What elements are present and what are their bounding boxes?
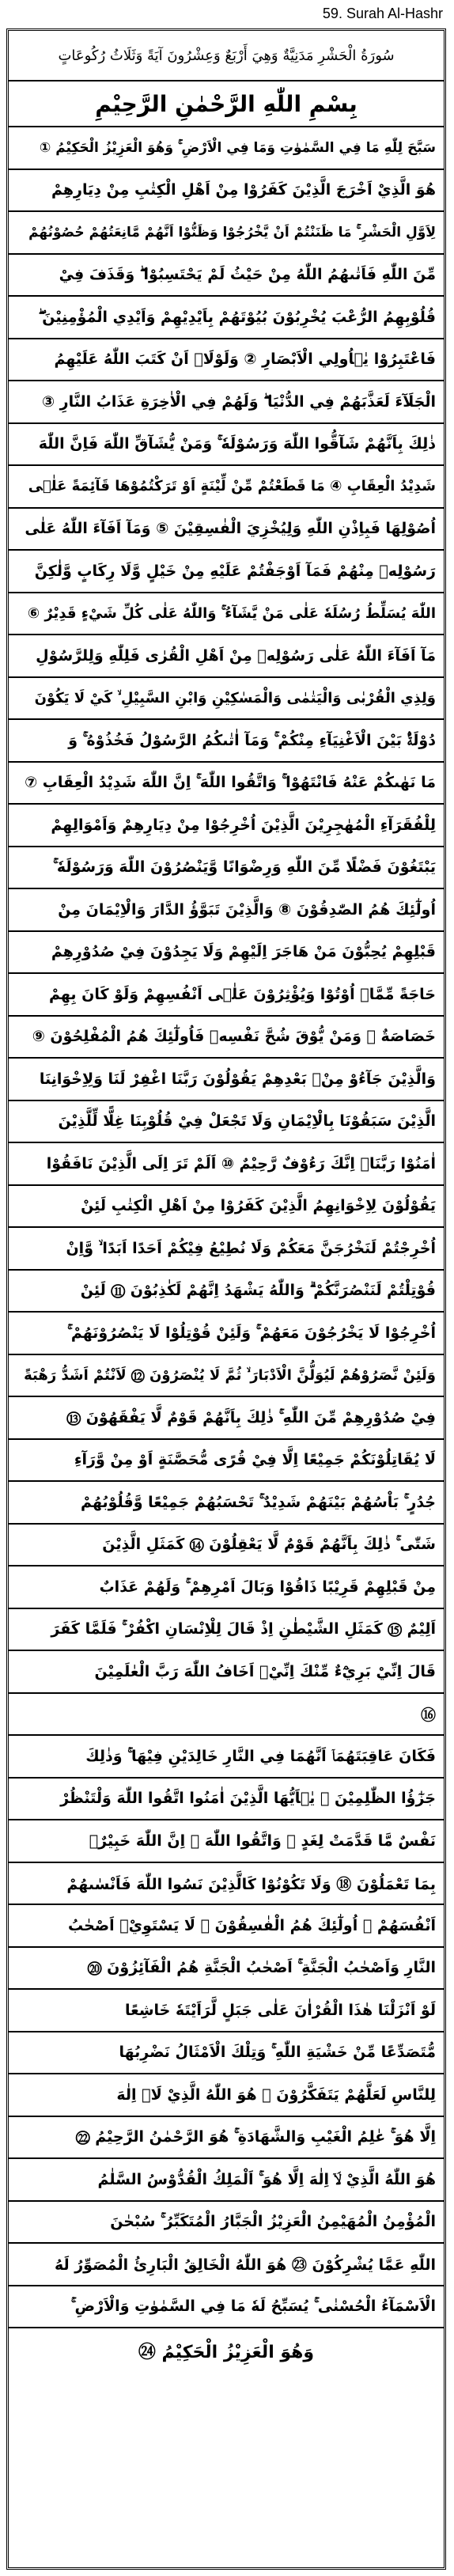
verse-line-text: مَآ اَفَآءَ اللّٰهُ عَلٰى رَسُوْلِهٖ مِنْ اَهْلِ الْقُرٰى فَلِلّٰهِ وَلِلرَّسُوْلِ (36, 646, 436, 665)
verse-line (9, 1397, 444, 1440)
verse-line (9, 1651, 444, 1694)
verse-line-text: يَقُوْلُوْنَ لِاِخْوَانِهِمُ الَّذِيْنَ كَفَرُوْا مِنْ اَهْلِ الْكِتٰبِ لَئِنْ (81, 1197, 436, 1215)
verse-line-text: لِلْفُقَرَآءِ الْمُهٰجِرِيْنَ الَّذِيْنَ اُخْرِجُوْا مِنْ دِيَارِهِمْ وَاَمْوَالِهِمْ (51, 816, 436, 834)
verse-line (9, 974, 444, 1017)
verse-line-text: جَزٰٓؤُا الظّٰلِمِيْنَ ⑰ يٰۤاَيُّهَا الَّذِيْنَ اٰمَنُوا اتَّقُوا اللّٰهَ وَلْتَنْظُرْ (60, 1790, 436, 1808)
verse-line (9, 424, 444, 467)
verse-line-text: يَبْتَغُوْنَ فَضْلًا مِّنَ اللّٰهِ وَرِضْوَانًا وَّيَنْصُرُوْنَ اللّٰهَ وَرَسُوْلَهٗ ۚ (53, 858, 436, 877)
verse-line-text: وَلَئِنْ نَّصَرُوْهُمْ لَيُوَلُّنَّ الْاَدْبَارَ ۙ ثُمَّ لَا يُنْصَرُوْنَ ⑫ لَاَنْتُمْ اَشَدُّ رَهْبَةً (24, 1366, 436, 1384)
verse-line (9, 805, 444, 847)
verse-line (9, 509, 444, 551)
verse-line (9, 1101, 444, 1144)
verse-line-text: شَدِيْدُ الْعِقَابِ ④ مَا قَطَعْتُمْ مِّنْ لِّيْنَةٍ اَوْ تَرَكْتُمُوْهَا قَآئِمَةً عَلٰۤى (28, 478, 436, 495)
verse-line-text: بِمَا تَعْمَلُوْنَ ⑱ وَلَا تَكُوْنُوْا كَالَّذِيْنَ نَسُوا اللّٰهَ فَاَنْسٰىهُمْ (66, 1875, 436, 1893)
verse-line-text: اُخْرِجْتُمْ لَنَخْرُجَنَّ مَعَكُمْ وَلَا نُطِيْعُ فِيْكُمْ اَحَدًا اَبَدًا ۙ وَّاِنْ (66, 1239, 436, 1257)
closing-line: وَهُوَ الْعَزِيْزُ الْحَكِيْمُ ㉔ (138, 2342, 315, 2362)
verse-line (9, 889, 444, 932)
verse-line-text: لَوْ اَنْزَلْنَا هٰذَا الْقُرْاٰنَ عَلٰى جَبَلٍ لَّرَاَيْتَهٗ خَاشِعًا (125, 2001, 436, 2019)
verse-line (9, 1186, 444, 1229)
verse-line (9, 1355, 444, 1398)
verse-line-text: اُولٰٓئِكَ هُمُ الصّٰدِقُوْنَ ⑧ وَالَّذِيْنَ تَبَوَّؤُ الدَّارَ وَالْاِيْمَانَ مِنْ (58, 900, 436, 919)
verse-line (9, 2074, 444, 2117)
verse-line (9, 381, 444, 424)
verse-line-text: اٰمَنُوْا رَبَّنَاۤ اِنَّكَ رَءُوْفٌ رَّحِيْمٌ ⑩ اَلَمْ تَرَ اِلَى الَّذِيْنَ نَافَقُوْا (46, 1154, 436, 1172)
verse-line-text: النَّارِ وَاَصْحٰبُ الْجَنَّةِ ۚ اَصْحٰبُ الْجَنَّةِ هُمُ الْفَآئِزُوْنَ ⑳ (87, 1959, 436, 1977)
verse-line (9, 1779, 444, 1821)
verse-line-text: لَا يُقَاتِلُوْنَكُمْ جَمِيْعًا اِلَّا فِيْ قُرًى مُّحَصَّنَةٍ اَوْ مِنْ وَّرَآءِ (74, 1451, 436, 1469)
verse-line (9, 593, 444, 636)
verse-line (9, 255, 444, 297)
verse-line-text: مِنْ قَبْلِهِمْ قَرِيْبًا ذَاقُوْا وَبَالَ اَمْرِهِمْ ۚ وَلَهُمْ عَذَابٌ (99, 1578, 436, 1596)
verse-line (9, 763, 444, 805)
verse-line-text: جُدُرٍ ۚ بَاْسُهُمْ بَيْنَهُمْ شَدِيْدٌ ۚ تَحْسَبُهُمْ جَمِيْعًا وَّقُلُوْبُهُمْ (81, 1493, 436, 1511)
surah-title: 59. Surah Al-Hashr (322, 6, 443, 21)
surah-header-band: سُورَةُ الْحَشْرِ مَدَنِيَّةٌ وَهِيَ أَرْبَعٌ وَعِشْرُونَ آيَةً وَثَلَاثُ رُكُوعَاتٍ (9, 31, 444, 81)
verse-line (9, 551, 444, 593)
verse-line-text: ذٰلِكَ بِاَنَّهُمْ شَآقُّوا اللّٰهَ وَرَسُوْلَهٗ ۚ وَمَنْ يُّشَآقِّ اللّٰهَ فَاِنَّ اللّٰهَ (38, 435, 436, 453)
verse-line-text: اِلَّا هُوَ ۚ عٰلِمُ الْغَيْبِ وَالشَّهَادَةِ ۚ هُوَ الرَّحْمٰنُ الرَّحِيْمُ ㉒ (75, 2128, 436, 2146)
verse-line-text: مَا نَهٰىكُمْ عَنْهُ فَانْتَهُوْا ۚ وَاتَّقُوا اللّٰهَ ۚ اِنَّ اللّٰهَ شَدِيْدُ الْعِقَابِ ⑦ (25, 774, 436, 792)
verse-line (9, 2159, 444, 2202)
verse-line-text: اُخْرِجُوْا لَا يَخْرُجُوْنَ مَعَهُمْ ۚ وَلَئِنْ قُوْتِلُوْا لَا يَنْصُرُوْنَهُمْ ۚ (67, 1324, 436, 1342)
verse-line (9, 1863, 444, 1906)
bismillah: بِسْمِ اللّٰهِ الرَّحْمٰنِ الرَّحِيْمِ (9, 81, 444, 127)
verse-line (9, 212, 444, 255)
verse-line-text: نَفْسٌ مَّا قَدَّمَتْ لِغَدٍ ۚ وَاتَّقُوا اللّٰهَ ۚ اِنَّ اللّٰهَ خَبِيْرٌۢ (89, 1832, 436, 1850)
verse-line-text: مِّنَ اللّٰهِ فَاَتٰىهُمُ اللّٰهُ مِنْ حَيْثُ لَمْ يَحْتَسِبُوْا ۖ وَقَذَفَ فِيْ (59, 266, 436, 284)
verse-line-text: اللّٰهِ عَمَّا يُشْرِكُوْنَ ㉓ هُوَ اللّٰهُ الْخَالِقُ الْبَارِئُ الْمُصَوِّرُ لَهُ (54, 2256, 436, 2275)
verse-line-text: لِلنَّاسِ لَعَلَّهُمْ يَتَفَكَّرُوْنَ ㉑ هُوَ اللّٰهُ الَّذِيْ لَاۤ اِلٰهَ (116, 2085, 436, 2104)
verse-line (9, 1525, 444, 1567)
verse-line-text: لِاَوَّلِ الْحَشْرِ ۚ مَا ظَنَنْتُمْ اَنْ يَّخْرُجُوْا وَظَنُّوْا اَنَّهُمْ مَّانِعَتُهُمْ حُصُوْنُهُمْ (28, 224, 436, 241)
verse-line-text: قُلُوْبِهِمُ الرُّعْبَ يُخْرِبُوْنَ بُيُوْتَهُمْ بِاَيْدِيْهِمْ وَاَيْدِي الْمُؤْمِنِيْنَ ۖ (38, 308, 436, 326)
verse-line (9, 1482, 444, 1525)
verse-line (9, 847, 444, 890)
verse-line (9, 720, 444, 763)
verse-line-text: فَكَانَ عَاقِبَتَهُمَاۤ اَنَّهُمَا فِي النَّارِ خَالِدَيْنِ فِيْهَا ۚ وَذٰلِكَ (85, 1747, 436, 1765)
verse-line (9, 127, 444, 170)
verse-line-text: وَلِذِي الْقُرْبٰى وَالْيَتٰمٰى وَالْمَسٰكِيْنِ وَابْنِ السَّبِيْلِ ۙ كَيْ لَا يَكُوْنَ (34, 689, 436, 707)
verse-line-text: دُوْلَةًۢ بَيْنَ الْاَغْنِيَآءِ مِنْكُمْ ۚ وَمَآ اٰتٰىكُمُ الرَّسُوْلُ فَخُذُوْهُ ۚ وَ (68, 731, 436, 749)
verse-line (9, 1990, 444, 2032)
verse-line-text: قَالَ اِنِّيْ بَرِيْٓءٌ مِّنْكَ اِنِّيْۤ اَخَافُ اللّٰهَ رَبَّ الْعٰلَمِيْنَ (94, 1662, 436, 1680)
verse-line (9, 1736, 444, 1779)
verse-lines (9, 127, 444, 2373)
verse-line-text: رَسُوْلِهٖ مِنْهُمْ فَمَآ اَوْجَفْتُمْ عَلَيْهِ مِنْ خَيْلٍ وَّلَا رِكَابٍ وَّلٰكِنَّ (34, 562, 436, 580)
verse-line-text: اللّٰهَ يُسَلِّطُ رُسُلَهٗ عَلٰى مَنْ يَّشَآءُ ۚ وَاللّٰهُ عَلٰى كُلِّ شَيْءٍ قَدِيْرٌ ⑥ (27, 604, 436, 622)
verse-line-text: الْجَلَآءَ لَعَذَّبَهُمْ فِي الدُّنْيَا ۖ وَلَهُمْ فِي الْاٰخِرَةِ عَذَابُ النَّارِ ③ (41, 392, 436, 411)
verse-line (9, 1228, 444, 1271)
verse-line (9, 2032, 444, 2075)
verse-line (9, 1143, 444, 1186)
verse-line-text: اَلِيْمٌ ⑮ كَمَثَلِ الشَّيْطٰنِ اِذْ قَالَ لِلْاِنْسَانِ اكْفُرْ ۚ فَلَمَّا كَفَرَ (51, 1620, 436, 1638)
verse-line (9, 339, 444, 382)
verse-line (9, 170, 444, 213)
verse-line (9, 1440, 444, 1483)
verse-line (9, 1609, 444, 1652)
verse-line-text: خَصَاصَةٌ ۗ وَمَنْ يُّوْقَ شُحَّ نَفْسِهٖ فَاُولٰٓئِكَ هُمُ الْمُفْلِحُوْنَ ⑨ (32, 1028, 436, 1046)
verse-line (9, 1948, 444, 1991)
verse-line (9, 2117, 444, 2160)
verse-line (9, 1271, 444, 1313)
verse-line (9, 1017, 444, 1059)
verse-line-text: فِيْ صُدُوْرِهِمْ مِّنَ اللّٰهِ ۚ ذٰلِكَ بِاَنَّهُمْ قَوْمٌ لَّا يَفْقَهُوْنَ ⑬ (66, 1408, 436, 1426)
verse-line-text: هُوَ اللّٰهُ الَّذِيْ لَاۤ اِلٰهَ اِلَّا هُوَ ۚ اَلْمَلِكُ الْقُدُّوْسُ السَّلٰمُ (97, 2170, 436, 2188)
verse-line (9, 1566, 444, 1609)
verse-line-text: مُّتَصَدِّعًا مِّنْ خَشْيَةِ اللّٰهِ ۚ وَتِلْكَ الْاَمْثَالُ نَضْرِبُهَا (119, 2044, 436, 2062)
verse-line-text: حَاجَةً مِّمَّاۤ اُوْتُوْا وَيُؤْثِرُوْنَ عَلٰۤى اَنْفُسِهِمْ وَلَوْ كَانَ بِهِمْ (48, 985, 436, 1003)
verse-line (9, 635, 444, 678)
verse-line-text: اَنْفُسَهُمْ ۚ اُولٰٓئِكَ هُمُ الْفٰسِقُوْنَ ⑲ لَا يَسْتَوِيْۤ اَصْحٰبُ (67, 1916, 436, 1934)
verse-line (9, 2244, 444, 2286)
verse-line (9, 466, 444, 509)
verse-line (9, 1905, 444, 1948)
verse-line (9, 2286, 444, 2329)
verse-line (9, 678, 444, 721)
verse-line-text: شَتّٰى ۚ ذٰلِكَ بِاَنَّهُمْ قَوْمٌ لَّا يَعْقِلُوْنَ ⑭ كَمَثَلِ الَّذِيْنَ (102, 1536, 436, 1554)
mushaf-page-frame (6, 28, 446, 2570)
verse-line-text: ⑯ (420, 1706, 436, 1724)
verse-line (9, 1313, 444, 1355)
verse-line (9, 297, 444, 339)
verse-line-text: وَالَّذِيْنَ جَآءُوْ مِنْۢ بَعْدِهِمْ يَقُوْلُوْنَ رَبَّنَا اغْفِرْ لَنَا وَلِاِخْوَانِنَا (39, 1070, 436, 1088)
verse-line-text: سَبَّحَ لِلّٰهِ مَا فِي السَّمٰوٰتِ وَمَا فِي الْاَرْضِ ۚ وَهُوَ الْعَزِيْزُ الْحَكِيْمُ ① (39, 139, 436, 156)
verse-line-text: اُصُوْلِهَا فَبِاِذْنِ اللّٰهِ وَلِيُخْزِيَ الْفٰسِقِيْنَ ⑤ وَمَآ اَفَآءَ اللّٰهُ عَلٰى (25, 520, 436, 538)
verse-line-text: قُوْتِلْتُمْ لَنَنْصُرَنَّكُمْ ۗ وَاللّٰهُ يَشْهَدُ اِنَّهُمْ لَكٰذِبُوْنَ ⑪ لَئِنْ (80, 1282, 436, 1300)
verse-line (9, 1694, 444, 1737)
verse-line-text: الْمُؤْمِنُ الْمُهَيْمِنُ الْعَزِيْزُ الْجَبَّارُ الْمُتَكَبِّرُ ۚ سُبْحٰنَ (110, 2213, 436, 2231)
verse-line (9, 1059, 444, 1101)
verse-line (9, 1820, 444, 1863)
verse-line-text: قَبْلِهِمْ يُحِبُّوْنَ مَنْ هَاجَرَ اِلَيْهِمْ وَلَا يَجِدُوْنَ فِيْ صُدُوْرِهِمْ (51, 943, 436, 961)
verse-line (9, 2202, 444, 2245)
verse-line-text: فَاعْتَبِرُوْا يٰۤاُولِي الْاَبْصَارِ ② وَلَوْلَاۤ اَنْ كَتَبَ اللّٰهُ عَلَيْهِمُ (54, 350, 436, 369)
verse-line (9, 932, 444, 975)
verse-line-text: الَّذِيْنَ سَبَقُوْنَا بِالْاِيْمَانِ وَلَا تَجْعَلْ فِيْ قُلُوْبِنَا غِلًّا لِّلَّذِيْنَ (58, 1112, 436, 1131)
verse-line-text: هُوَ الَّذِيْ اَخْرَجَ الَّذِيْنَ كَفَرُوْا مِنْ اَهْلِ الْكِتٰبِ مِنْ دِيَارِهِمْ (51, 181, 436, 199)
verse-line-text: الْاَسْمَآءُ الْحُسْنٰى ۚ يُسَبِّحُ لَهٗ مَا فِي السَّمٰوٰتِ وَالْاَرْضِ ۚ (70, 2298, 436, 2316)
